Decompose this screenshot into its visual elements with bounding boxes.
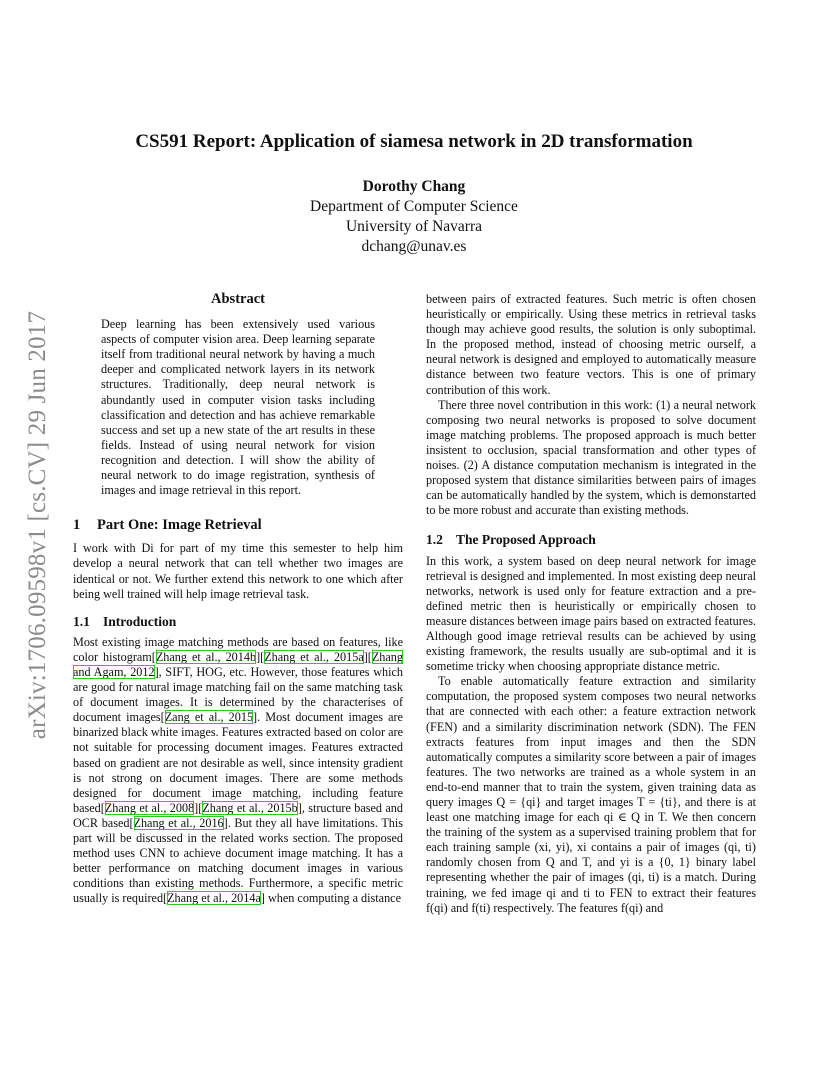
author-name: Dorothy Chang: [362, 178, 466, 195]
intro-text-3: . Most document images are binarized black white images. Features extracted based on color are not suitable for processing document images. Features extracted based on gradient are not desirable as well, since intensity gradient is not strong on document images. There are some methods designed for document image matching, including feature based: [73, 710, 403, 815]
introduction-paragraph: Most existing image matching methods are based on features, like color histogram[Zhang et al., 2014b][Zhang et al., 2015a][Zhang and Agam, 2012], SIFT, HOG, etc. However, those features which are good for natural image matching fail on the same matching task of document images. It is determined by the characterises of document images[Zang et al., 2015]. Most document images are binarized black white images. Features extracted based on color are not suitable for processing document images. Features extracted based on gradient are not desirable as well, since intensity gradient is not strong on document images. There are some methods designed for document image matching, including feature based[Zhang et al., 2008][Zhang et al., 2015b], structure based and OCR based[Zhang et al., 2016]. But they all have limitations. This part will be discussed in the related works section. The proposed method uses CNN to achieve document image matching. It has a better performance on matching document images in various conditions than existing methods. Furthermore, a specific metric usually is required[Zhang et al., 2014a] when computing a distance: [73, 634, 403, 906]
intro-text-5: . But they all have limitations. This part will be discussed in the related works section. The proposed method uses CNN to achieve document image matching. It has a better performance on matching document images in various conditions than existing methods. Furthermore, a specific metric usually is required: [73, 815, 403, 906]
right-paragraph-3: In this work, a system based on deep neural network for image retrieval is designed and implemented. In most existing deep neural networks, network is used only for feature extraction and a pre-defined metric then is heuristically or empirically chosen to measure distances between image pairs based on extracted features. Although good image retrieval results can be achieved by using existing framework, the results usually are sub-optimal and it is sometime tricky when choosing appropriate distance metric.: [426, 553, 756, 674]
section-1-text: I work with Di for part of my time this semester to help him develop a neural network that can tell whether two images are identical or not. We further extend this network to one which after being well trained will help image retrieval task.: [73, 541, 403, 601]
citation-link[interactable]: Zhang et al., 2015a: [264, 649, 364, 664]
author-department: Department of Computer Science: [310, 198, 518, 215]
citation-link[interactable]: Zhang et al., 2014a: [167, 891, 261, 906]
subsection-title: Introduction: [103, 613, 177, 629]
section-1-heading: [73, 518, 403, 533]
citation-link[interactable]: Zang et al., 2015: [164, 710, 254, 725]
citation-link[interactable]: Zhang et al., 2008: [104, 800, 195, 815]
author-email[interactable]: dchang@unav.es: [361, 238, 467, 255]
citation-link[interactable]: Zhang et al., 2015b: [202, 800, 298, 815]
intro-text-2: , SIFT, HOG, etc. However, those features which are good for natural image matching fail on the same matching task of document images. It is determined by the characterises of document images: [73, 664, 403, 725]
section-1-2-heading: [426, 532, 756, 547]
citation-link[interactable]: Zhang et al., 2014b: [155, 649, 257, 664]
paper-title: CS591 Report: Application of siamesa network in 2D transformation: [135, 131, 693, 152]
subsection-number: 1.2: [426, 532, 443, 548]
section-number: 1: [73, 517, 81, 534]
section-1-1-heading: [73, 614, 403, 629]
arxiv-sidebar: [18, 290, 58, 760]
right-paragraph-2: There three novel contribution in this work: (1) a neural network composing two neural networks is proposed to solve document image matching problems. The proposed approach is much better insistent to occlusion, spacial transformation and other types of noises. (2) A distance computation mechanism is integrated in the proposed system that distance similarities between pairs of images can be automatically handled by the system, which is demonstarted to be more robust and accurate than existing methods.: [426, 397, 756, 518]
author-block: [0, 177, 828, 257]
section-title: Part One: Image Retrieval: [97, 517, 262, 534]
subsection-title: The Proposed Approach: [456, 532, 596, 548]
intro-text-4: , structure based and OCR based: [73, 800, 403, 830]
right-paragraph-4: To enable automatically feature extraction and similarity computation, the proposed system composes two neural networks that are connected with each other: a feature extraction network (FEN) and a similarity discrimination network (SDN). The FEN extracts features from input images and then the SDN automatically computes a similarity score between a pair of images features. The two networks are trained as a whole system in an end-to-end manner that to train the system, given training data as query images Q = {qi} and target images T = {ti}, and there is at least one matching image for each qi ∈ Q in T. We then concern the training of the system as a supervised training problem that for each training sample (xi, yi), xi contains a pair of images (qi, ti) randomly chosen from Q and T, and yi is a {0, 1} binary label representing whether the pair of images (qi, ti) is a match. During training, we fed image qi and ti to FEN to extract their features f(qi) and f(ti) respectively. The features f(qi) and: [426, 674, 756, 915]
abstract-heading: Abstract: [211, 291, 265, 307]
abstract-text: Deep learning has been extensively used various aspects of computer vision area. Deep learning separate itself from traditional neural network by having a much deeper and complicated network layers in its network structures. Traditionally, deep neural network is abundantly used in computer vision tasks including classification and detection and has achieve remarkable success and set up a new state of the art results in these fields. Instead of using neural network for vision recognition and detection. I will show the ability of neural network to do image registration, synthesis of images and image retrieval in this report.: [101, 317, 375, 498]
right-paragraph-1: between pairs of extracted features. Such metric is often chosen heuristically or empirically. Using these metrics in retrieval tasks though may achieve good results, the solution is only suboptimal. In the proposed method, instead of choosing metric ourself, a neural network is designed and employed to automatically measure distance between two feature vectors. This is one of primary contribution of this work.: [426, 292, 756, 397]
intro-text-1: Most existing image matching methods are based on features, like color histogram: [73, 634, 403, 664]
citation-link[interactable]: Zhang et al., 2016: [133, 815, 224, 830]
left-column: [73, 292, 403, 906]
intro-text-6: when computing a distance: [264, 891, 401, 906]
subsection-number: 1.1: [73, 613, 90, 629]
author-university: University of Navarra: [345, 218, 482, 235]
arxiv-identifier: arXiv:1706.09598v1 [cs.CV] 29 Jun 2017: [24, 310, 51, 740]
citation-link[interactable]: Zhang and Agam, 2012: [73, 649, 403, 679]
right-column: [426, 292, 756, 916]
